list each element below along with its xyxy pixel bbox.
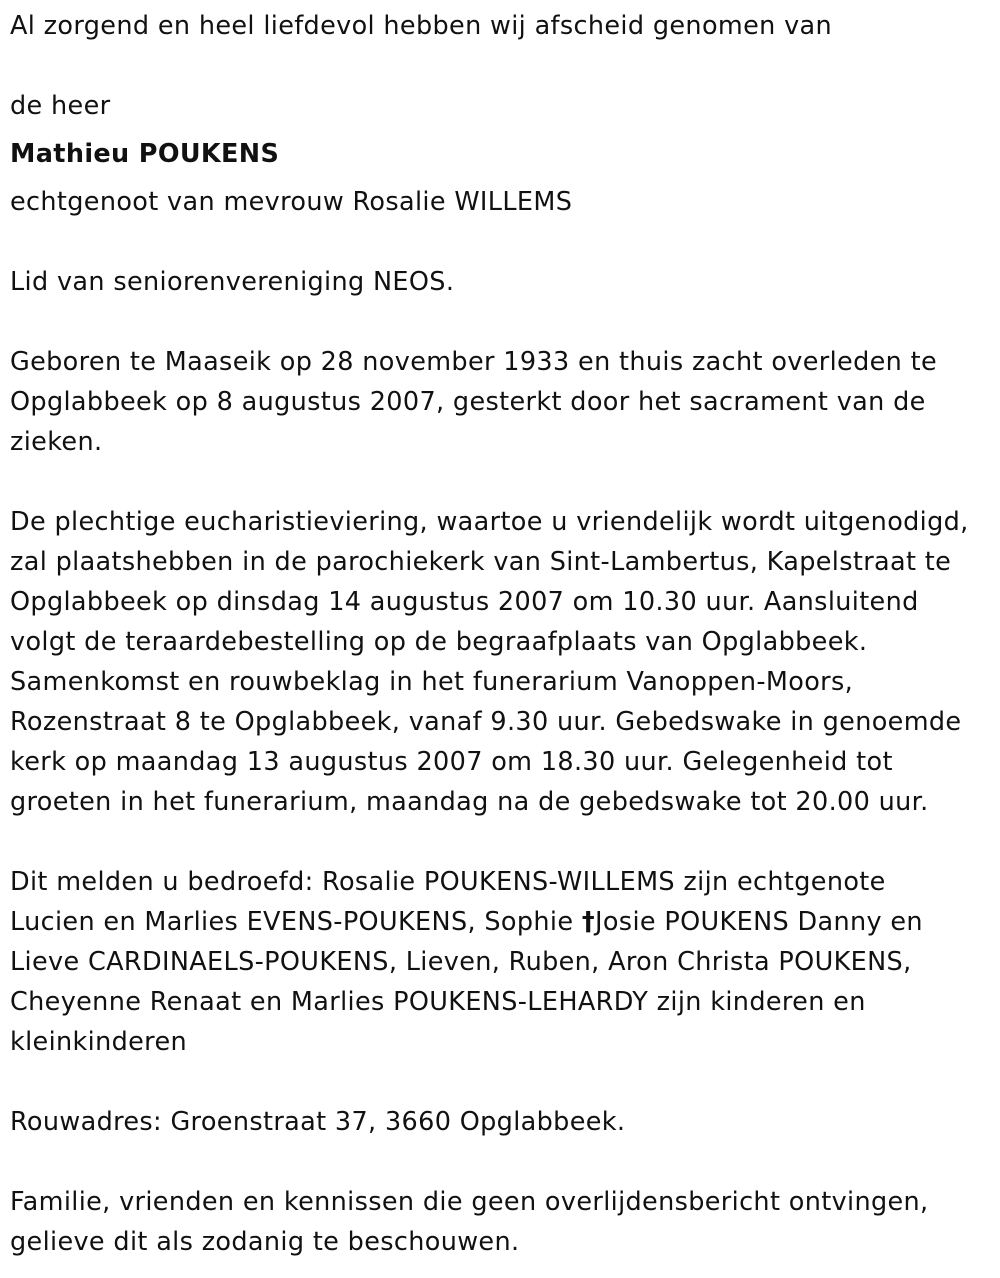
ceremony-line: kerk op maandag 13 augustus 2007 om 18.30 uur. Gelegenheid tot [10,747,893,777]
mourners-line: Lieve CARDINAELS-POUKENS, Lieven, Ruben, Aron Christa POUKENS, [10,947,912,977]
spacer [10,822,990,862]
salutation: de heer [10,91,111,121]
ceremony-line: zal plaatshebben in de parochiekerk van Sint-Lambertus, Kapelstraat te [10,547,952,577]
birth-death-line: Opglabbeek op 8 augustus 2007, gesterkt door het sacrament van de [10,387,926,417]
birth-death-line: Geboren te Maaseik op 28 november 1933 en thuis zacht overleden te [10,347,938,377]
ceremony-line: Opglabbeek op dinsdag 14 augustus 2007 om 10.30 uur. Aansluitend [10,587,919,617]
membership-text: Lid van seniorenvereniging NEOS. [10,267,455,297]
mourners-text: Lucien en Marlies EVENS-POUKENS, Sophie [10,907,582,937]
address-text: Rouwadres: Groenstraat 37, 3660 Opglabbeek. [10,1107,626,1137]
mourners-line: kleinkinderen [10,1027,187,1057]
closing-line: Familie, vrienden en kennissen die geen overlijdensbericht ontvingen, [10,1187,929,1217]
birth-death-line: zieken. [10,427,103,457]
mourners-line [10,902,990,942]
spacer [10,462,990,502]
ceremony-line: Rozenstraat 8 te Opglabbeek, vanaf 9.30 uur. Gebedswake in genoemde [10,707,962,737]
intro-text: Al zorgend en heel liefdevol hebben wij afscheid genomen van [10,11,833,41]
spacer [10,1062,990,1102]
cross-icon: † [581,907,595,937]
closing-line: gelieve dit als zodanig te beschouwen. [10,1227,520,1257]
spacer [10,1142,990,1182]
spacer [10,46,990,86]
spouse-line: echtgenoot van mevrouw Rosalie WILLEMS [10,187,573,217]
spacer [10,222,990,262]
spacer [10,302,990,342]
deceased-name: Mathieu POUKENS [10,139,280,169]
mourners-text: Josie POUKENS Danny en [594,907,923,937]
mourners-line: Dit melden u bedroefd: Rosalie POUKENS-WILLEMS zijn echtgenote [10,867,886,897]
ceremony-line: volgt de teraardebestelling op de begraafplaats van Opglabbeek. [10,627,868,657]
ceremony-line: groeten in het funerarium, maandag na de gebedswake tot 20.00 uur. [10,787,929,817]
mourners-line: Cheyenne Renaat en Marlies POUKENS-LEHARDY zijn kinderen en [10,987,866,1017]
ceremony-line: Samenkomst en rouwbeklag in het funerarium Vanoppen-Moors, [10,667,854,697]
ceremony-line: De plechtige eucharistieviering, waartoe u vriendelijk wordt uitgenodigd, [10,507,969,537]
